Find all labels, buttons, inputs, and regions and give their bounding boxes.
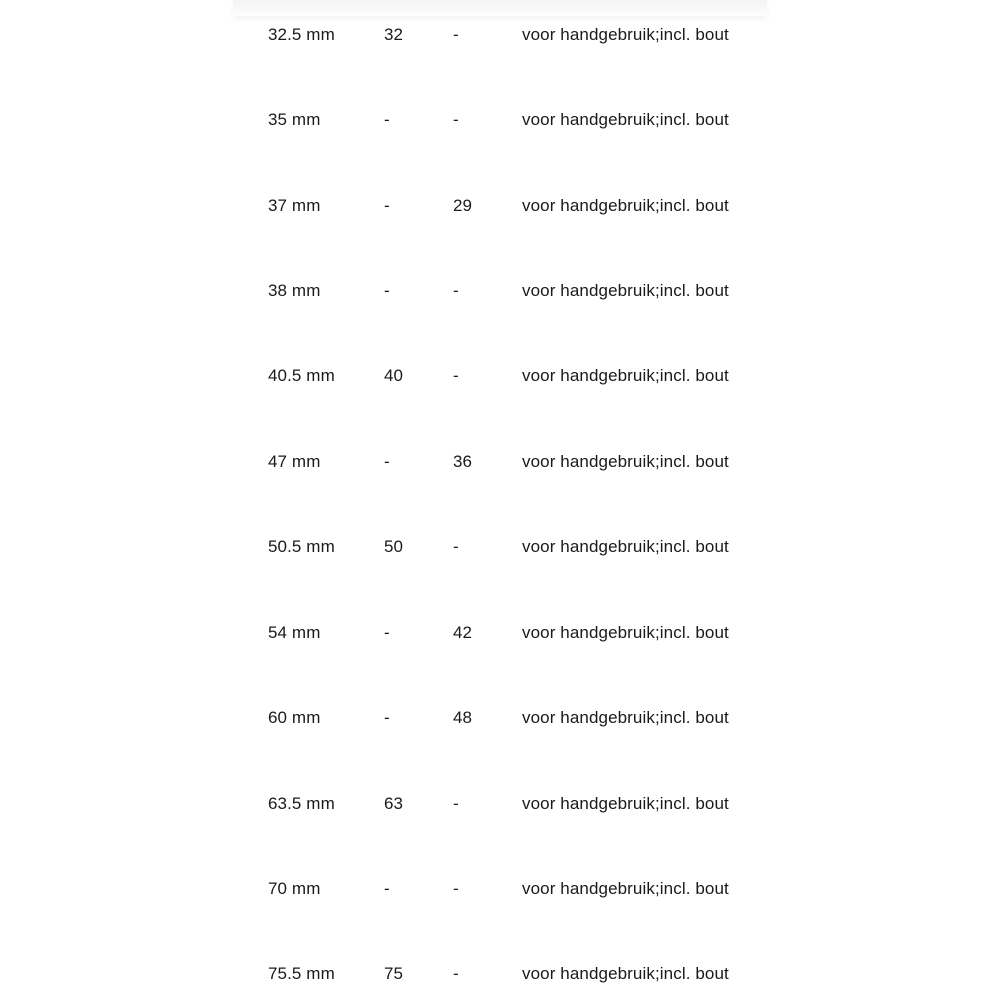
value-cell: -	[453, 964, 459, 983]
value-cell: -	[453, 366, 459, 385]
value-cell: -	[384, 452, 390, 471]
size-cell: 32.5 mm	[268, 25, 335, 44]
value-cell: 29	[453, 196, 473, 215]
size-cell: 63.5 mm	[268, 794, 335, 813]
value-cell: 42	[453, 623, 473, 642]
value-cell: -	[384, 879, 390, 898]
table-row	[233, 954, 767, 994]
table-row	[233, 442, 767, 482]
value-cell: 32	[384, 25, 404, 44]
size-cell: 70 mm	[268, 879, 321, 898]
note-cell: voor handgebruik;incl. bout	[522, 964, 729, 983]
table-row	[233, 15, 767, 55]
note-cell: voor handgebruik;incl. bout	[522, 623, 729, 642]
note-cell: voor handgebruik;incl. bout	[522, 366, 729, 385]
value-cell: 75	[384, 964, 404, 983]
table-row	[233, 869, 767, 909]
value-cell: -	[384, 196, 390, 215]
table-row	[233, 784, 767, 824]
size-cell: 38 mm	[268, 281, 321, 300]
note-cell: voor handgebruik;incl. bout	[522, 110, 729, 129]
value-cell: -	[453, 25, 459, 44]
table-row	[233, 186, 767, 226]
size-cell: 37 mm	[268, 196, 321, 215]
table-row	[233, 356, 767, 396]
table-row	[233, 271, 767, 311]
value-cell: -	[453, 879, 459, 898]
content-panel	[233, 0, 767, 1000]
value-cell: 48	[453, 708, 473, 727]
note-cell: voor handgebruik;incl. bout	[522, 537, 729, 556]
table-row	[233, 527, 767, 567]
note-cell: voor handgebruik;incl. bout	[522, 794, 729, 813]
value-cell: 50	[384, 537, 404, 556]
size-cell: 47 mm	[268, 452, 321, 471]
value-cell: -	[384, 110, 390, 129]
sticky-header-shadow	[233, 0, 767, 16]
value-cell: -	[453, 794, 459, 813]
value-cell: 40	[384, 366, 404, 385]
table-row	[233, 613, 767, 653]
table-row	[233, 698, 767, 738]
value-cell: -	[384, 281, 390, 300]
note-cell: voor handgebruik;incl. bout	[522, 196, 729, 215]
note-cell: voor handgebruik;incl. bout	[522, 25, 729, 44]
size-cell: 75.5 mm	[268, 964, 335, 983]
note-cell: voor handgebruik;incl. bout	[522, 281, 729, 300]
value-cell: -	[453, 281, 459, 300]
note-cell: voor handgebruik;incl. bout	[522, 708, 729, 727]
size-cell: 35 mm	[268, 110, 321, 129]
value-cell: -	[453, 537, 459, 556]
note-cell: voor handgebruik;incl. bout	[522, 879, 729, 898]
size-cell: 40.5 mm	[268, 366, 335, 385]
value-cell: -	[384, 623, 390, 642]
size-cell: 50.5 mm	[268, 537, 335, 556]
size-cell: 60 mm	[268, 708, 321, 727]
value-cell: -	[384, 708, 390, 727]
note-cell: voor handgebruik;incl. bout	[522, 452, 729, 471]
size-cell: 54 mm	[268, 623, 321, 642]
value-cell: -	[453, 110, 459, 129]
value-cell: 36	[453, 452, 473, 471]
value-cell: 63	[384, 794, 404, 813]
table-row	[233, 100, 767, 140]
